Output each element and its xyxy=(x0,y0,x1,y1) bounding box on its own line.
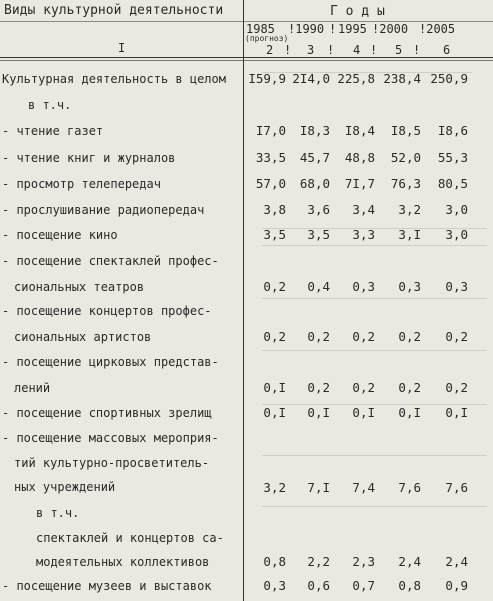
row-label: - посещение массовых мероприя- xyxy=(2,431,219,445)
value-2000: 0,8 xyxy=(398,578,421,593)
value-1995: 3,3 xyxy=(352,227,375,242)
value-1995: 0,I xyxy=(352,405,375,420)
value-2005: 0,2 xyxy=(445,329,468,344)
value-2000: I8,5 xyxy=(390,123,421,138)
value-1990: 0,6 xyxy=(307,578,330,593)
body-divider xyxy=(243,60,244,601)
col-number-4: 4 xyxy=(353,43,361,57)
header-rule-bottom xyxy=(0,57,493,58)
value-1990: 2I4,0 xyxy=(292,71,330,86)
col-number-5: 5 xyxy=(395,43,403,57)
value-1995: I8,4 xyxy=(344,123,375,138)
value-2005: 3,0 xyxy=(445,227,468,242)
value-1990: 0,2 xyxy=(307,380,330,395)
row-label: тий культурно-просветитель- xyxy=(14,456,210,470)
value-1995: 0,3 xyxy=(352,279,375,294)
value-2000: 52,0 xyxy=(390,150,421,165)
value-2005: 0,3 xyxy=(445,279,468,294)
bleed-through-line xyxy=(262,298,487,299)
row-label: в т.ч. xyxy=(28,98,72,112)
value-1985: 3,8 xyxy=(263,202,286,217)
col-number-2: 2 xyxy=(266,43,274,57)
value-2000: 0,I xyxy=(398,405,421,420)
year-1990: !1990 xyxy=(288,22,325,36)
row-label: сиональных театров xyxy=(14,280,145,294)
value-1990: 7,I xyxy=(307,480,330,495)
col-number-3: 3 xyxy=(307,43,315,57)
row-label: ных учреждений xyxy=(14,480,116,494)
value-1995: 3,4 xyxy=(352,202,375,217)
bleed-through-line xyxy=(262,350,487,351)
value-1995: 0,7 xyxy=(352,578,375,593)
year-1985: 1985 xyxy=(246,22,275,36)
col-number-sep: ! xyxy=(284,43,292,57)
row-label: лений xyxy=(14,381,51,395)
col-number-1: I xyxy=(118,41,126,55)
value-2005: 0,9 xyxy=(445,578,468,593)
value-1995: 0,2 xyxy=(352,380,375,395)
value-2005: 0,2 xyxy=(445,380,468,395)
value-2005: I8,6 xyxy=(437,123,468,138)
row-label: модеятельных коллективов xyxy=(36,555,210,569)
col-number-sep: ! xyxy=(370,43,378,57)
bleed-through-line xyxy=(262,245,487,246)
value-1990: 0,I xyxy=(307,405,330,420)
row-label: - прослушивание радиопередач xyxy=(2,203,205,217)
value-2005: 2,4 xyxy=(445,554,468,569)
value-1990: 3,5 xyxy=(307,227,330,242)
value-1995: 7,4 xyxy=(352,480,375,495)
row-label: - посещение цирковых представ- xyxy=(2,355,219,369)
value-1990: 0,4 xyxy=(307,279,330,294)
row-label: - чтение книг и журналов xyxy=(2,151,176,165)
value-2000: 238,4 xyxy=(383,71,421,86)
value-2000: 2,4 xyxy=(398,554,421,569)
row-label: - посещение концертов профес- xyxy=(2,304,212,318)
value-1985: 0,3 xyxy=(263,578,286,593)
value-1990: 45,7 xyxy=(299,150,330,165)
value-1995: 225,8 xyxy=(337,71,375,86)
year-separator: ! xyxy=(329,22,337,36)
year-2005: !2005 xyxy=(419,22,456,36)
year-1985-note: (прогноз) xyxy=(245,34,289,43)
value-1990: I8,3 xyxy=(299,123,330,138)
value-2005: 80,5 xyxy=(437,176,468,191)
value-2005: 55,3 xyxy=(437,150,468,165)
value-1985: 0,2 xyxy=(263,279,286,294)
value-1995: 2,3 xyxy=(352,554,375,569)
value-1985: 0,2 xyxy=(263,329,286,344)
value-1990: 68,0 xyxy=(299,176,330,191)
value-2005: 0,I xyxy=(445,405,468,420)
value-1990: 3,6 xyxy=(307,202,330,217)
value-2000: 76,3 xyxy=(390,176,421,191)
row-label: - посещение спектаклей профес- xyxy=(2,254,219,268)
row-label: Культурная деятельность в целом xyxy=(2,72,226,86)
header-rule-bottom-2 xyxy=(0,60,493,61)
value-1985: 57,0 xyxy=(255,176,286,191)
value-1985: 3,5 xyxy=(263,227,286,242)
value-2000: 0,3 xyxy=(398,279,421,294)
value-2005: 7,6 xyxy=(445,480,468,495)
value-1985: 0,I xyxy=(263,405,286,420)
row-label: - посещение кино xyxy=(2,228,118,242)
value-1995: 48,8 xyxy=(344,150,375,165)
column-title: Виды культурной деятельности xyxy=(4,3,224,18)
value-1990: 0,2 xyxy=(307,329,330,344)
value-1985: I59,9 xyxy=(248,71,286,86)
value-1985: I7,0 xyxy=(255,123,286,138)
value-1985: 3,2 xyxy=(263,480,286,495)
value-1985: 33,5 xyxy=(255,150,286,165)
value-2005: 3,0 xyxy=(445,202,468,217)
year-1995: 1995 xyxy=(338,22,367,36)
value-2000: 3,I xyxy=(398,227,421,242)
value-1985: 0,8 xyxy=(263,554,286,569)
years-title: Г о д ы xyxy=(330,4,385,19)
row-label: сиональных артистов xyxy=(14,330,152,344)
row-label: - просмотр телепередач xyxy=(2,177,161,191)
value-1985: 0,I xyxy=(263,380,286,395)
value-2000: 0,2 xyxy=(398,329,421,344)
row-label: спектаклей и концертов са- xyxy=(36,531,224,545)
value-2005: 250,9 xyxy=(430,71,468,86)
row-label: - чтение газет xyxy=(2,124,104,138)
col-number-sep: ! xyxy=(413,43,421,57)
row-label: - посещение музеев и выставок xyxy=(2,579,212,593)
col-number-6: 6 xyxy=(443,43,451,57)
value-1995: 0,2 xyxy=(352,329,375,344)
row-label: в т.ч. xyxy=(36,506,80,520)
header-divider xyxy=(243,0,244,60)
value-2000: 7,6 xyxy=(398,480,421,495)
value-2000: 0,2 xyxy=(398,380,421,395)
value-2000: 3,2 xyxy=(398,202,421,217)
value-1990: 2,2 xyxy=(307,554,330,569)
col-number-sep: ! xyxy=(327,43,335,57)
year-2000: !2000 xyxy=(372,22,409,36)
row-label: - посещение спортивных зрелищ xyxy=(2,406,212,420)
value-1995: 7I,7 xyxy=(344,176,375,191)
bleed-through-line xyxy=(262,506,487,507)
bleed-through-line xyxy=(262,455,487,456)
